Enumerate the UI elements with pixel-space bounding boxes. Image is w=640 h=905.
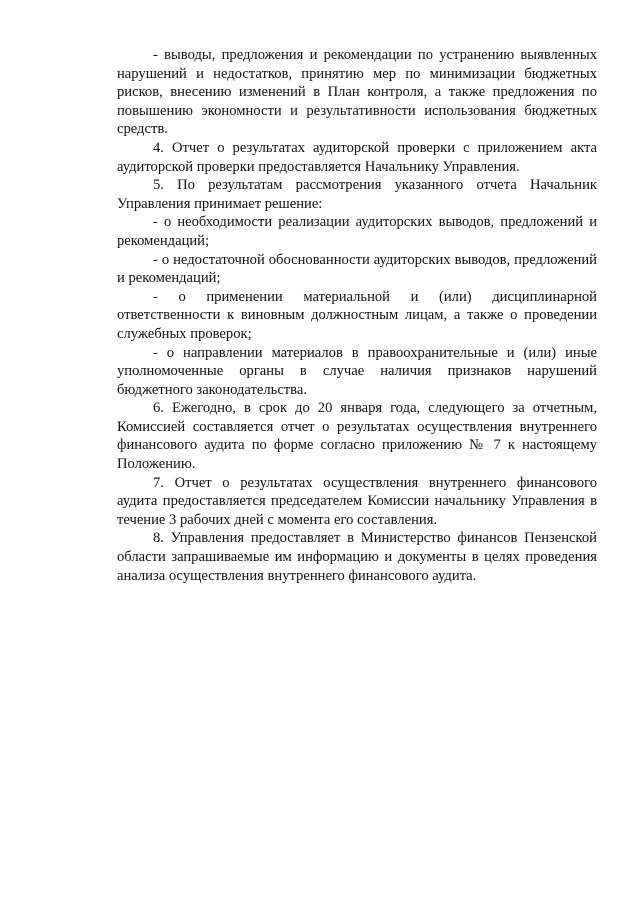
list-item-decision-1: - о необходимости реализации аудиторских выводов, предложений и рекомендаций; bbox=[117, 214, 597, 249]
paragraph-conclusions: - выводы, предложения и рекомендации по устранению выявленных нарушений и недостатков, принятию мер по минимизации бюджетных рисков, внесению изменений в План контроля, а также предложения по повышению экономности и результативности использования бюджетных средств. bbox=[117, 47, 597, 138]
list-item-decision-4: - о направлении материалов в правоохранительные и (или) иные уполномоченные органы в случае наличия признаков нарушений бюджетного законодательства. bbox=[117, 344, 597, 398]
list-item-decision-3: - о применении материальной и (или) дисциплинарной ответственности к виновным должностным лицам, а также о проведении служебных проверок; bbox=[117, 288, 597, 342]
paragraph-6: 6. Ежегодно, в срок до 20 января года, следующего за отчетным, Комиссией составляется отчет о результатах осуществления внутреннего финансового аудита по форме согласно приложению № 7 к настоящему Положению. bbox=[117, 400, 597, 473]
paragraph-7: 7. Отчет о результатах осуществления внутреннего финансового аудита предоставляется председателем Комиссии начальнику Управления в течение 3 рабочих дней с момента его составления. bbox=[117, 474, 597, 528]
document-page bbox=[117, 46, 597, 585]
paragraph-8: 8. Управления предоставляет в Министерство финансов Пензенской области запрашиваемые им информацию и документы в целях проведения анализа осуществления внутреннего финансового аудита. bbox=[117, 530, 597, 584]
paragraph-5: 5. По результатам рассмотрения указанного отчета Начальник Управления принимает решение: bbox=[117, 177, 597, 212]
paragraph-4: 4. Отчет о результатах аудиторской проверки с приложением акта аудиторской проверки предоставляется Начальнику Управления. bbox=[117, 139, 597, 175]
list-item-decision-2: - о недостаточной обоснованности аудиторских выводов, предложений и рекомендаций; bbox=[117, 251, 597, 287]
